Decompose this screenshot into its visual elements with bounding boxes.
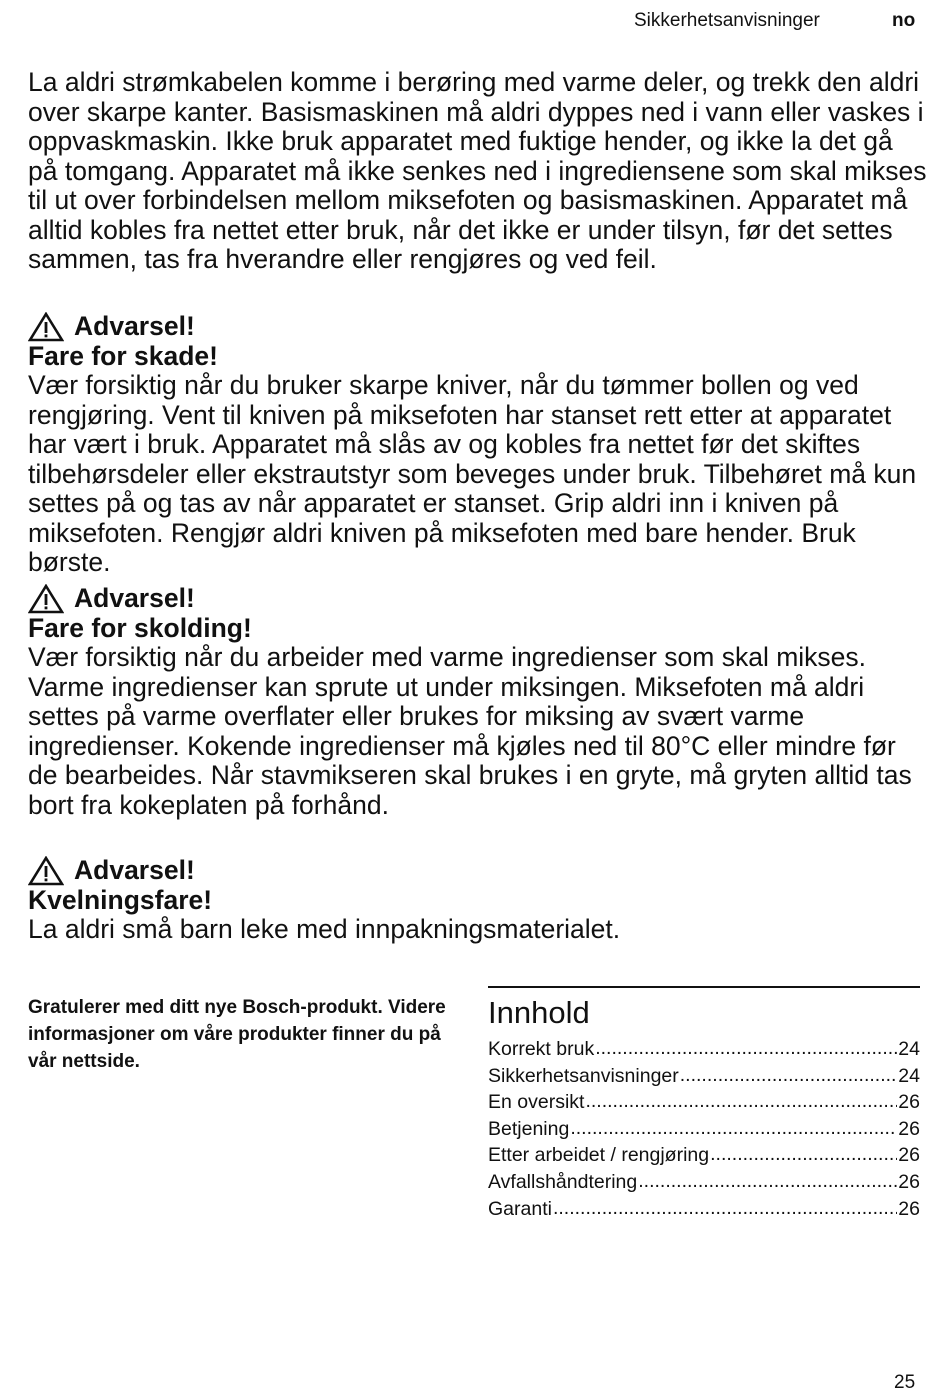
toc-item[interactable] [488,1089,920,1116]
warning-title-text: Advarsel! [74,311,195,341]
header-language-code: no [892,10,916,31]
toc-item-page: 26 [898,1170,920,1193]
toc-item-page: 26 [898,1144,920,1167]
table-of-contents [488,986,920,1222]
toc-item-label: Avfallshåndtering [488,1170,638,1193]
toc-leader-dots [595,1035,897,1062]
toc-leader-dots [570,1115,897,1142]
toc-item-label: Etter arbeidet / rengjøring [488,1144,710,1167]
warning-text: Vær forsiktig når du arbeider med varme ingredienser som skal mikses. Varme ingredienser kan sprute ut under miksingen. Miksefoten må aldri settes på varme overflater eller brukes for miksing av svært varme ingredienser. Kokende ingredienser må kjøles ned til 80°C eller mindre før de bearbeides. Når stavmikseren skal brukes i en gryte, må gryten alltid tas bort fra kokeplaten på forhånd. [28,642,912,820]
toc-item-label: Korrekt bruk [488,1038,595,1060]
warning-title [28,584,928,614]
warning-title [28,312,928,342]
toc-title: Innhold [488,995,590,1030]
toc-item-page: 24 [898,1038,920,1060]
toc-item[interactable] [488,1036,920,1063]
toc-item-label: Garanti [488,1197,552,1220]
toc-item-label: Betjening [488,1117,570,1140]
toc-item[interactable] [488,1169,920,1196]
warning-title-text: Advarsel! [74,583,195,613]
toc-leader-dots [638,1168,897,1195]
toc-item-label: En oversikt [488,1091,585,1114]
toc-item[interactable] [488,1063,920,1090]
header-section-title: Sikkerhetsanvisninger [634,10,820,31]
toc-item-page: 26 [898,1197,920,1220]
warning-title [28,856,928,886]
toc-item-page: 26 [898,1117,920,1140]
toc-item-label: Sikkerhetsanvisninger [488,1064,679,1087]
toc-item[interactable] [488,1142,920,1169]
toc-list [488,1036,920,1222]
warning-subtitle: Fare for skolding! [28,612,252,643]
warning-title-text: Advarsel! [74,855,195,885]
toc-item-page: 26 [898,1091,920,1114]
warning-subtitle: Fare for skade! [28,340,218,371]
toc-item-page: 24 [898,1064,920,1087]
toc-item[interactable] [488,1116,920,1143]
toc-leader-dots [553,1195,897,1222]
warning-subtitle: Kvelningsfare! [28,884,213,915]
warning-block-suffocation [28,856,928,945]
intro-paragraph: La aldri strømkabelen komme i berøring med varme deler, og trekk den aldri over skarpe kanter. Basismaskinen må aldri dyppes ned i vann eller vaskes i oppvaskmaskin. Ikke bruk apparatet med fuktige hender, og ikke la det gå på tomgang. Apparatet må ikke senkes ned i ingrediensene som skal mikses til ut over forbindelsen mellom miksefoten og basismaskinen. Apparatet må alltid kobles fra nettet etter bruk, når det ikke er under tilsyn, før det settes sammen, tas fra hverandre eller rengjøres og ved feil. [28,67,927,274]
page-number: 25 [894,1372,916,1393]
toc-leader-dots [585,1088,897,1115]
warning-triangle-icon [28,856,64,886]
toc-leader-dots [710,1141,897,1168]
toc-leader-dots [680,1062,898,1089]
warning-triangle-icon [28,584,64,614]
warning-text: Vær forsiktig når du bruker skarpe kniver, når du tømmer bollen og ved rengjøring. Vent til kniven på miksefoten har stanset rett etter at apparatet har vært i bruk. Apparatet må slås av og kobles fra nettet før det skiftes tilbehørsdeler eller ekstrautstyr som beveges under bruk. Tilbehøret må kun settes på og tas av når apparatet er stanset. Grip aldri inn i kniven på miksefoten. Rengjør aldri kniven på miksefoten med bare hender. Bruk børste. [28,370,917,577]
toc-item[interactable] [488,1196,920,1223]
warning-block-scalding [28,584,928,820]
warning-triangle-icon [28,312,64,342]
warning-text: La aldri små barn leke med innpakningsmaterialet. [28,914,621,944]
congrats-text: Gratulerer med ditt nye Bosch-produkt. Videre informasjoner om våre produkter finner du på vår nettside. [28,997,446,1072]
warning-block-injury [28,312,928,578]
